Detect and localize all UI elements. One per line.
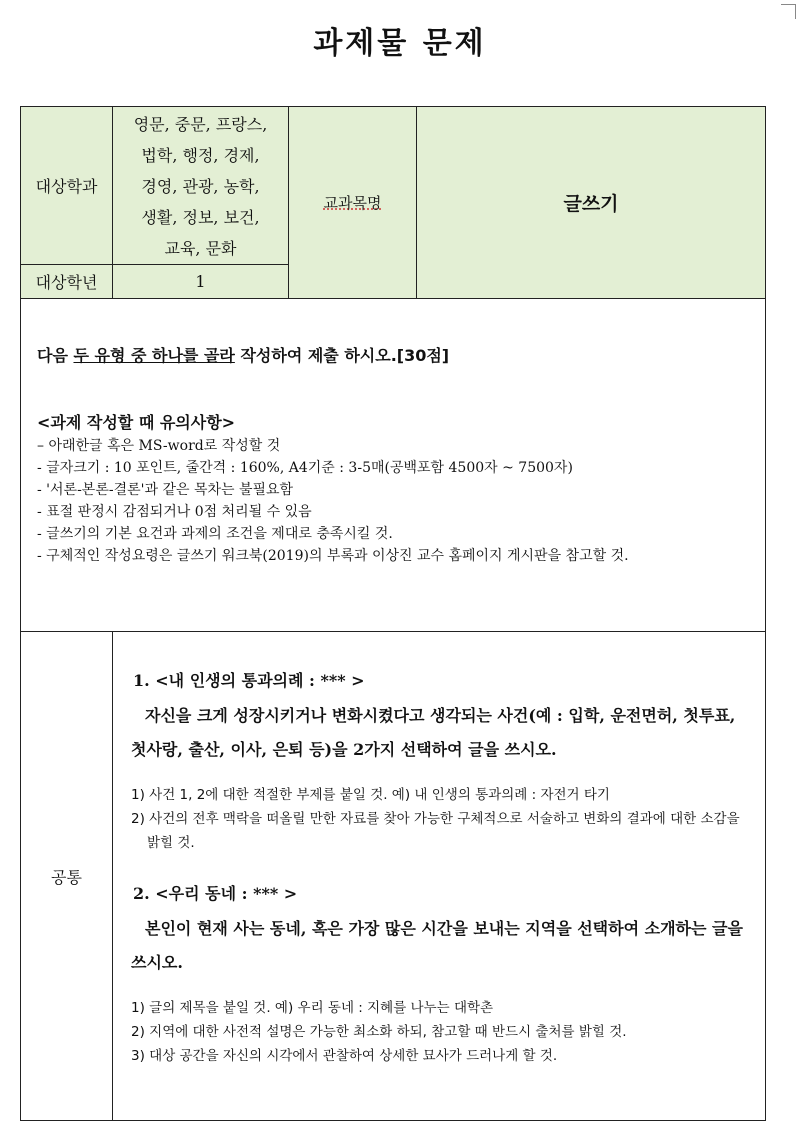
instruction-pre: 다음 (37, 346, 74, 365)
dept-label: 대상학과 (21, 107, 113, 265)
note-item: - 구체적인 작성요령은 글쓰기 워크북(2019)의 부록과 이상진 교수 홈페이지 게시판을 참고할 것. (37, 548, 629, 564)
instruction-text (37, 343, 753, 366)
task2-item: 3) 대상 공간을 자신의 시각에서 관찰하여 상세한 묘사가 드러나게 할 것. (131, 1048, 558, 1064)
page-corner-mark (781, 4, 796, 19)
dept-list (113, 107, 289, 265)
dept-line: 교육, 문화 (164, 239, 237, 258)
note-item: - 표절 판정시 감점되거나 0점 처리될 수 있음 (37, 504, 312, 520)
instructions-cell (21, 299, 766, 632)
task1-item: 1) 사건 1, 2에 대한 적절한 부제를 붙일 것. 예) 내 인생의 통과의례 : 자전거 타기 (131, 787, 610, 803)
task2-item: 1) 글의 제목을 붙일 것. 예) 우리 동네 : 지혜를 나누는 대학촌 (131, 1000, 494, 1016)
dept-line: 경영, 관광, 농학, (141, 177, 260, 196)
task1-heading: 1. <내 인생의 통과의례 : *** > (133, 671, 365, 690)
tasks-cell (113, 632, 766, 1121)
note-item: – 아래한글 혹은 MS-word로 작성할 것 (37, 438, 281, 454)
task1-items (131, 783, 755, 855)
dept-line: 생활, 정보, 보건, (141, 208, 260, 227)
notes-heading: <과제 작성할 때 유의사항> (37, 413, 236, 432)
assignment-table (20, 106, 766, 1121)
instruction-underlined: 두 유형 중 하나를 골라 (73, 346, 235, 365)
page-title: 과제물 문제 (313, 26, 487, 61)
year-label: 대상학년 (21, 265, 113, 299)
task2-item: 2) 지역에 대한 사전적 설명은 가능한 최소화 하되, 참고할 때 반드시 출처를 밝힐 것. (131, 1024, 627, 1040)
task2-items (131, 996, 755, 1068)
task2-body: 본인이 현재 사는 동네, 혹은 가장 많은 시간을 보내는 지역을 선택하여 소개하는 글을 쓰시오. (131, 919, 743, 972)
notes-list (33, 435, 753, 567)
common-label: 공통 (21, 632, 113, 1121)
note-item: - 글쓰기의 기본 요건과 과제의 조건을 제대로 충족시킬 것. (37, 526, 393, 542)
task1-body: 자신을 크게 성장시키거나 변화시켰다고 생각되는 사건(예 : 입학, 운전면허, 첫투표, 첫사랑, 출산, 이사, 은퇴 등)을 2가지 선택하여 글을 쓰시오. (131, 706, 736, 759)
dept-line: 법학, 행정, 경제, (141, 146, 260, 165)
year-value: 1 (113, 265, 289, 299)
subject-name: 글쓰기 (417, 107, 766, 299)
note-item: - '서론-본론-결론'과 같은 목차는 불필요함 (37, 482, 294, 498)
dept-line: 영문, 중문, 프랑스, (133, 115, 268, 134)
subject-label: 교과목명 (323, 194, 382, 212)
instruction-post: 작성하여 제출 하시오.[30점] (234, 346, 450, 365)
task1-item: 2) 사건의 전후 맥락을 떠올릴 만한 자료를 찾아 가능한 구체적으로 서술하고 변화의 결과에 대한 소감을 밝힐 것. (131, 811, 740, 851)
note-item: - 글자크기 : 10 포인트, 줄간격 : 160%, A4기준 : 3-5매(공백포함 4500자 ~ 7500자) (37, 460, 573, 476)
task2-heading: 2. <우리 동네 : *** > (133, 884, 298, 903)
